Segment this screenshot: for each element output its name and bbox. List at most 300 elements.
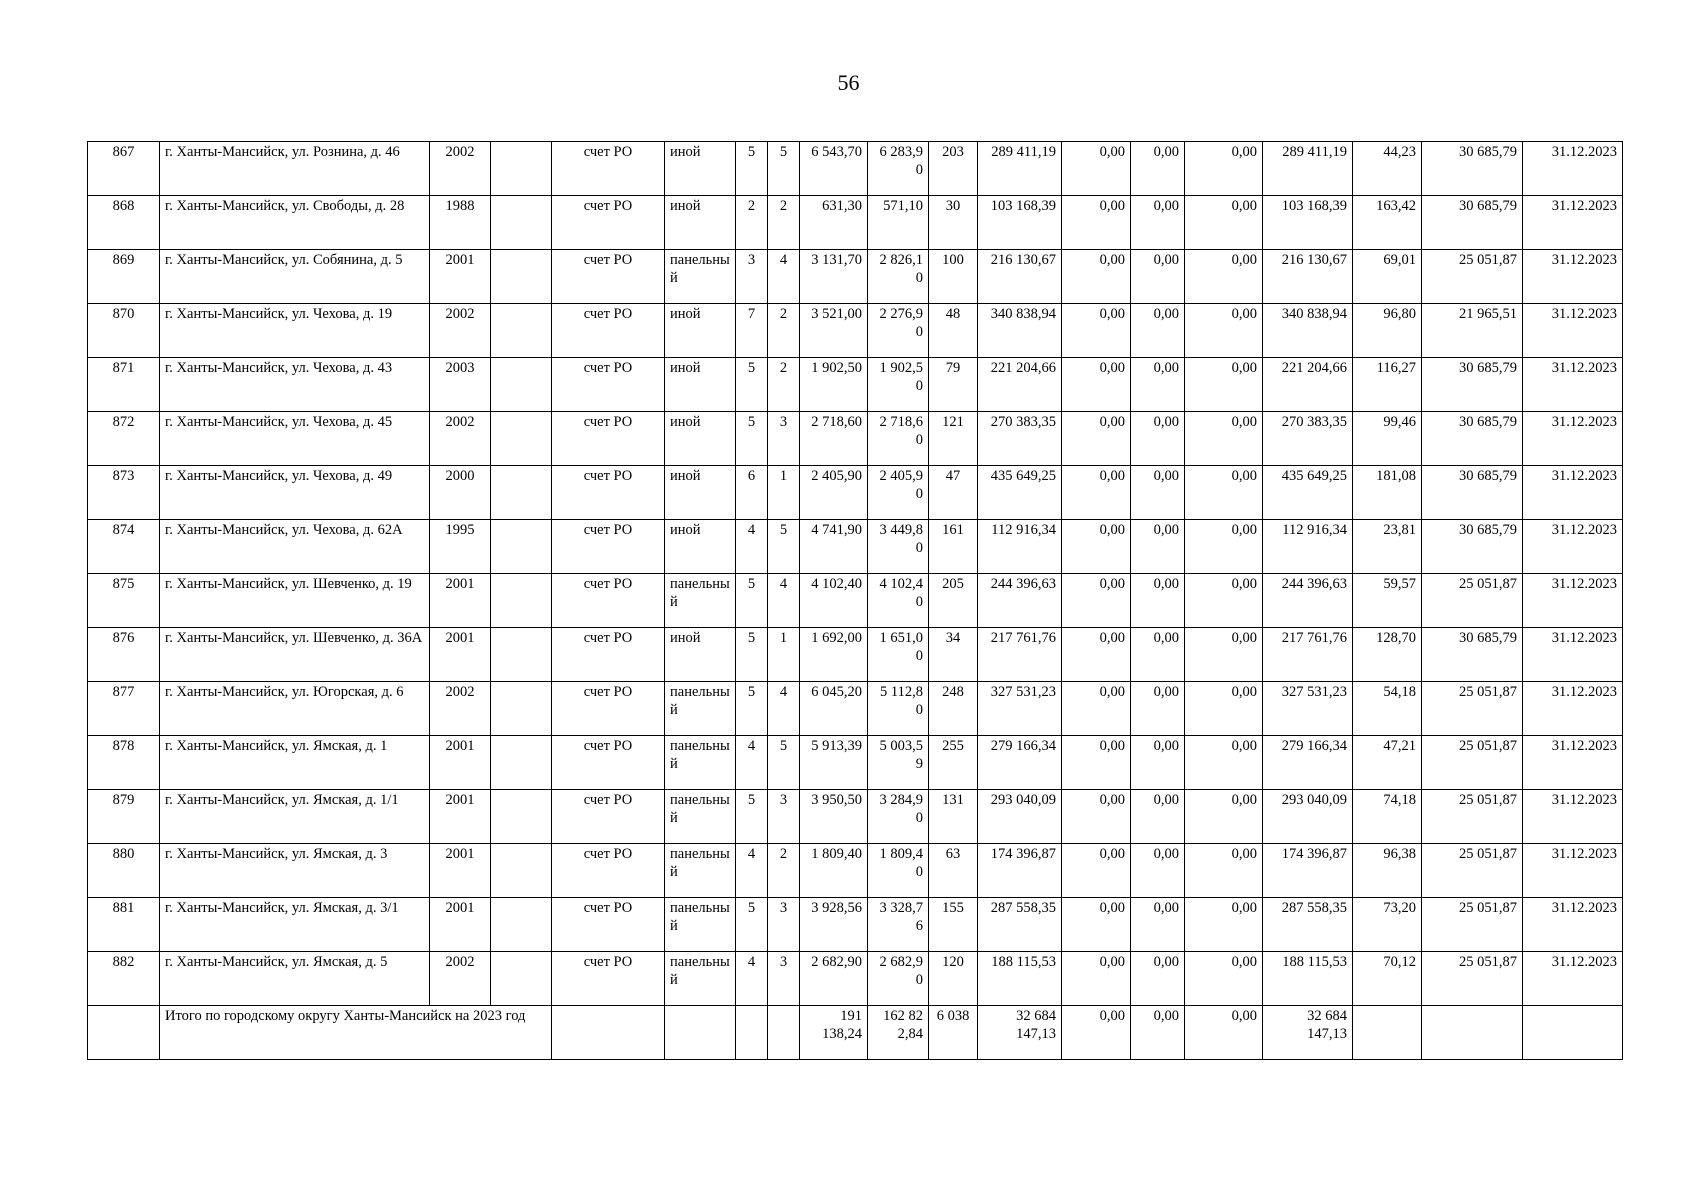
total-value-2: 0,00: [1131, 1006, 1185, 1060]
cell-value-1: 0,00: [1062, 736, 1131, 790]
page-number: 56: [837, 70, 860, 95]
cell-wall-material: иной: [665, 304, 736, 358]
cell-fund-method: счет РО: [552, 466, 665, 520]
total-cell-entrances: [768, 1006, 800, 1060]
cell-fund-method: счет РО: [552, 412, 665, 466]
cell-year: 2002: [430, 682, 491, 736]
cell-floors: 6: [736, 466, 768, 520]
cell-fund-method: счет РО: [552, 790, 665, 844]
cell-area-living: 1 902,50: [868, 358, 929, 412]
cell-cost-total: 174 396,87: [978, 844, 1062, 898]
cell-area-living: 5 003,59: [868, 736, 929, 790]
cell-floors: 4: [736, 736, 768, 790]
cell-empty: [491, 952, 552, 1006]
cell-deadline: 31.12.2023: [1523, 520, 1623, 574]
table-row: [88, 142, 1623, 196]
cell-cost-total: 287 558,35: [978, 898, 1062, 952]
cell-empty: [491, 304, 552, 358]
cell-empty: [491, 736, 552, 790]
cell-value-1: 0,00: [1062, 358, 1131, 412]
cell-floors: 5: [736, 682, 768, 736]
cell-area-total: 4 102,40: [800, 574, 868, 628]
cell-value-4: 293 040,09: [1263, 790, 1353, 844]
cell-entrances: 4: [768, 682, 800, 736]
cell-fund-method: счет РО: [552, 628, 665, 682]
cell-cost-total: 293 040,09: [978, 790, 1062, 844]
cell-value-1: 0,00: [1062, 682, 1131, 736]
cell-entrances: 1: [768, 628, 800, 682]
cell-value-1: 0,00: [1062, 952, 1131, 1006]
cell-number: 875: [88, 574, 160, 628]
cell-area-living: 1 651,00: [868, 628, 929, 682]
cell-wall-material: панельный: [665, 250, 736, 304]
cell-residents: 203: [929, 142, 978, 196]
total-label: Итого по городскому округу Ханты-Мансийск на 2023 год: [160, 1006, 552, 1060]
cell-value-4: 435 649,25: [1263, 466, 1353, 520]
cell-number: 879: [88, 790, 160, 844]
cell-entrances: 5: [768, 520, 800, 574]
cell-floors: 5: [736, 574, 768, 628]
table-row: [88, 520, 1623, 574]
cell-area-living: 3 284,90: [868, 790, 929, 844]
table-row: [88, 628, 1623, 682]
cell-value-3: 0,00: [1185, 250, 1263, 304]
cell-value-2: 0,00: [1131, 142, 1185, 196]
cell-wall-material: иной: [665, 142, 736, 196]
cell-cost-limit: 21 965,51: [1422, 304, 1523, 358]
cell-floors: 5: [736, 790, 768, 844]
cell-entrances: 2: [768, 196, 800, 250]
cell-value-4: 244 396,63: [1263, 574, 1353, 628]
cell-cost-per-m2: 96,80: [1353, 304, 1422, 358]
cell-empty: [491, 520, 552, 574]
cell-value-1: 0,00: [1062, 790, 1131, 844]
cell-value-2: 0,00: [1131, 466, 1185, 520]
cell-fund-method: счет РО: [552, 304, 665, 358]
cell-value-2: 0,00: [1131, 250, 1185, 304]
cell-empty: [491, 358, 552, 412]
cell-cost-total: 188 115,53: [978, 952, 1062, 1006]
cell-entrances: 3: [768, 952, 800, 1006]
cell-empty: [491, 250, 552, 304]
cell-cost-limit: 25 051,87: [1422, 952, 1523, 1006]
cell-area-total: 2 718,60: [800, 412, 868, 466]
cell-cost-total: 435 649,25: [978, 466, 1062, 520]
cell-address: г. Ханты-Мансийск, ул. Свободы, д. 28: [160, 196, 430, 250]
cell-cost-limit: 25 051,87: [1422, 574, 1523, 628]
cell-value-3: 0,00: [1185, 520, 1263, 574]
cell-value-1: 0,00: [1062, 574, 1131, 628]
cell-area-total: 3 950,50: [800, 790, 868, 844]
cell-floors: 2: [736, 196, 768, 250]
cell-cost-limit: 30 685,79: [1422, 358, 1523, 412]
cell-residents: 120: [929, 952, 978, 1006]
cell-cost-per-m2: 73,20: [1353, 898, 1422, 952]
cell-number: 871: [88, 358, 160, 412]
cell-year: 2001: [430, 574, 491, 628]
cell-value-3: 0,00: [1185, 844, 1263, 898]
cell-residents: 248: [929, 682, 978, 736]
cell-empty: [491, 466, 552, 520]
cell-cost-total: 270 383,35: [978, 412, 1062, 466]
cell-year: 1995: [430, 520, 491, 574]
cell-cost-per-m2: 116,27: [1353, 358, 1422, 412]
cell-cost-per-m2: 44,23: [1353, 142, 1422, 196]
cell-wall-material: панельный: [665, 682, 736, 736]
cell-residents: 48: [929, 304, 978, 358]
cell-value-4: 217 761,76: [1263, 628, 1353, 682]
cell-fund-method: счет РО: [552, 520, 665, 574]
cell-deadline: 31.12.2023: [1523, 358, 1623, 412]
cell-cost-per-m2: 128,70: [1353, 628, 1422, 682]
cell-area-living: 4 102,40: [868, 574, 929, 628]
cell-year: 2001: [430, 628, 491, 682]
cell-value-2: 0,00: [1131, 304, 1185, 358]
cell-area-total: 1 692,00: [800, 628, 868, 682]
cell-cost-limit: 25 051,87: [1422, 844, 1523, 898]
cell-area-total: 6 045,20: [800, 682, 868, 736]
cell-cost-limit: 25 051,87: [1422, 790, 1523, 844]
cell-area-living: 3 449,80: [868, 520, 929, 574]
cell-floors: 3: [736, 250, 768, 304]
total-cost-total: 32 684 147,13: [978, 1006, 1062, 1060]
table-row: [88, 898, 1623, 952]
table-row: [88, 844, 1623, 898]
cell-deadline: 31.12.2023: [1523, 790, 1623, 844]
cell-year: 2001: [430, 898, 491, 952]
cell-wall-material: иной: [665, 196, 736, 250]
table-row: [88, 196, 1623, 250]
cell-cost-limit: 25 051,87: [1422, 250, 1523, 304]
cell-value-1: 0,00: [1062, 250, 1131, 304]
cell-cost-per-m2: 23,81: [1353, 520, 1422, 574]
table-row: [88, 412, 1623, 466]
total-value-3: 0,00: [1185, 1006, 1263, 1060]
cell-value-1: 0,00: [1062, 844, 1131, 898]
cell-empty: [491, 412, 552, 466]
cell-area-living: 3 328,76: [868, 898, 929, 952]
cell-address: г. Ханты-Мансийск, ул. Чехова, д. 62А: [160, 520, 430, 574]
cell-floors: 7: [736, 304, 768, 358]
cell-fund-method: счет РО: [552, 736, 665, 790]
cell-area-total: 6 543,70: [800, 142, 868, 196]
cell-address: г. Ханты-Мансийск, ул. Чехова, д. 19: [160, 304, 430, 358]
cell-deadline: 31.12.2023: [1523, 142, 1623, 196]
cell-residents: 205: [929, 574, 978, 628]
cell-cost-per-m2: 74,18: [1353, 790, 1422, 844]
cell-cost-total: 289 411,19: [978, 142, 1062, 196]
cell-value-2: 0,00: [1131, 628, 1185, 682]
cell-value-2: 0,00: [1131, 736, 1185, 790]
cell-value-2: 0,00: [1131, 898, 1185, 952]
cell-deadline: 31.12.2023: [1523, 628, 1623, 682]
cell-year: 2002: [430, 304, 491, 358]
cell-wall-material: панельный: [665, 736, 736, 790]
cell-cost-total: 112 916,34: [978, 520, 1062, 574]
cell-value-1: 0,00: [1062, 196, 1131, 250]
cell-entrances: 1: [768, 466, 800, 520]
cell-cost-per-m2: 69,01: [1353, 250, 1422, 304]
cell-address: г. Ханты-Мансийск, ул. Чехова, д. 49: [160, 466, 430, 520]
cell-fund-method: счет РО: [552, 898, 665, 952]
cell-entrances: 4: [768, 250, 800, 304]
cell-deadline: 31.12.2023: [1523, 952, 1623, 1006]
cell-empty: [491, 898, 552, 952]
cell-value-2: 0,00: [1131, 196, 1185, 250]
cell-residents: 63: [929, 844, 978, 898]
cell-value-4: 327 531,23: [1263, 682, 1353, 736]
cell-empty: [491, 574, 552, 628]
cell-value-2: 0,00: [1131, 574, 1185, 628]
cell-entrances: 2: [768, 844, 800, 898]
cell-number: 882: [88, 952, 160, 1006]
cell-wall-material: иной: [665, 358, 736, 412]
cell-area-total: 3 131,70: [800, 250, 868, 304]
total-cell-fund: [552, 1006, 665, 1060]
cell-wall-material: панельный: [665, 844, 736, 898]
cell-address: г. Ханты-Мансийск, ул. Ямская, д. 3/1: [160, 898, 430, 952]
cell-floors: 4: [736, 844, 768, 898]
cell-value-1: 0,00: [1062, 898, 1131, 952]
cell-wall-material: иной: [665, 520, 736, 574]
cell-year: 2000: [430, 466, 491, 520]
table-row: [88, 790, 1623, 844]
cell-number: 880: [88, 844, 160, 898]
cell-cost-limit: 30 685,79: [1422, 412, 1523, 466]
cell-value-3: 0,00: [1185, 142, 1263, 196]
cell-area-total: 631,30: [800, 196, 868, 250]
cell-area-living: 5 112,80: [868, 682, 929, 736]
cell-area-total: 3 521,00: [800, 304, 868, 358]
cell-number: 872: [88, 412, 160, 466]
cell-value-2: 0,00: [1131, 952, 1185, 1006]
table-body: [88, 142, 1623, 1060]
cell-fund-method: счет РО: [552, 574, 665, 628]
cell-cost-per-m2: 99,46: [1353, 412, 1422, 466]
cell-area-living: 2 405,90: [868, 466, 929, 520]
cell-value-1: 0,00: [1062, 412, 1131, 466]
cell-entrances: 2: [768, 304, 800, 358]
cell-wall-material: панельный: [665, 898, 736, 952]
cell-area-total: 1 809,40: [800, 844, 868, 898]
cell-year: 2001: [430, 844, 491, 898]
cell-value-4: 112 916,34: [1263, 520, 1353, 574]
cell-value-4: 270 383,35: [1263, 412, 1353, 466]
cell-address: г. Ханты-Мансийск, ул. Чехова, д. 45: [160, 412, 430, 466]
cell-entrances: 2: [768, 358, 800, 412]
cell-address: г. Ханты-Мансийск, ул. Шевченко, д. 19: [160, 574, 430, 628]
cell-residents: 79: [929, 358, 978, 412]
cell-residents: 100: [929, 250, 978, 304]
cell-entrances: 3: [768, 412, 800, 466]
cell-cost-per-m2: 96,38: [1353, 844, 1422, 898]
total-area-total: 191 138,24: [800, 1006, 868, 1060]
houses-table: [87, 141, 1623, 1060]
cell-value-2: 0,00: [1131, 358, 1185, 412]
total-value-4: 32 684 147,13: [1263, 1006, 1353, 1060]
cell-cost-total: 244 396,63: [978, 574, 1062, 628]
cell-cost-total: 279 166,34: [978, 736, 1062, 790]
cell-address: г. Ханты-Мансийск, ул. Ямская, д. 5: [160, 952, 430, 1006]
cell-cost-limit: 25 051,87: [1422, 682, 1523, 736]
cell-value-3: 0,00: [1185, 196, 1263, 250]
cell-year: 2001: [430, 250, 491, 304]
cell-area-total: 5 913,39: [800, 736, 868, 790]
table-row: [88, 250, 1623, 304]
cell-value-3: 0,00: [1185, 358, 1263, 412]
cell-number: 874: [88, 520, 160, 574]
cell-wall-material: панельный: [665, 574, 736, 628]
cell-value-2: 0,00: [1131, 412, 1185, 466]
cell-address: г. Ханты-Мансийск, ул. Рознина, д. 46: [160, 142, 430, 196]
cell-fund-method: счет РО: [552, 358, 665, 412]
cell-fund-method: счет РО: [552, 142, 665, 196]
cell-cost-total: 221 204,66: [978, 358, 1062, 412]
cell-area-living: 2 682,90: [868, 952, 929, 1006]
cell-value-1: 0,00: [1062, 304, 1131, 358]
cell-area-living: 6 283,90: [868, 142, 929, 196]
cell-value-4: 188 115,53: [1263, 952, 1353, 1006]
cell-area-living: 2 276,90: [868, 304, 929, 358]
total-cost-per-m2: [1353, 1006, 1422, 1060]
cell-fund-method: счет РО: [552, 952, 665, 1006]
total-deadline: [1523, 1006, 1623, 1060]
cell-number: 873: [88, 466, 160, 520]
total-cell-floors: [736, 1006, 768, 1060]
cell-value-1: 0,00: [1062, 142, 1131, 196]
cell-empty: [491, 844, 552, 898]
cell-deadline: 31.12.2023: [1523, 574, 1623, 628]
cell-year: 2002: [430, 952, 491, 1006]
cell-address: г. Ханты-Мансийск, ул. Собянина, д. 5: [160, 250, 430, 304]
cell-cost-limit: 30 685,79: [1422, 196, 1523, 250]
table-row: [88, 304, 1623, 358]
cell-address: г. Ханты-Мансийск, ул. Ямская, д. 3: [160, 844, 430, 898]
table-row: [88, 574, 1623, 628]
cell-value-4: 103 168,39: [1263, 196, 1353, 250]
total-area-living: 162 822,84: [868, 1006, 929, 1060]
cell-entrances: 3: [768, 790, 800, 844]
cell-cost-total: 216 130,67: [978, 250, 1062, 304]
cell-value-4: 279 166,34: [1263, 736, 1353, 790]
cell-deadline: 31.12.2023: [1523, 466, 1623, 520]
cell-deadline: 31.12.2023: [1523, 250, 1623, 304]
table-row: [88, 466, 1623, 520]
cell-residents: 34: [929, 628, 978, 682]
cell-entrances: 5: [768, 736, 800, 790]
cell-area-living: 1 809,40: [868, 844, 929, 898]
cell-residents: 161: [929, 520, 978, 574]
cell-value-3: 0,00: [1185, 898, 1263, 952]
cell-residents: 47: [929, 466, 978, 520]
cell-value-4: 340 838,94: [1263, 304, 1353, 358]
cell-wall-material: панельный: [665, 790, 736, 844]
cell-cost-per-m2: 163,42: [1353, 196, 1422, 250]
cell-cost-limit: 25 051,87: [1422, 736, 1523, 790]
cell-deadline: 31.12.2023: [1523, 304, 1623, 358]
cell-entrances: 4: [768, 574, 800, 628]
cell-value-4: 287 558,35: [1263, 898, 1353, 952]
cell-floors: 5: [736, 358, 768, 412]
cell-value-2: 0,00: [1131, 682, 1185, 736]
cell-area-total: 2 405,90: [800, 466, 868, 520]
cell-cost-total: 340 838,94: [978, 304, 1062, 358]
cell-cost-total: 327 531,23: [978, 682, 1062, 736]
cell-value-1: 0,00: [1062, 466, 1131, 520]
cell-fund-method: счет РО: [552, 196, 665, 250]
cell-area-living: 571,10: [868, 196, 929, 250]
cell-cost-limit: 30 685,79: [1422, 628, 1523, 682]
cell-entrances: 3: [768, 898, 800, 952]
cell-address: г. Ханты-Мансийск, ул. Шевченко, д. 36А: [160, 628, 430, 682]
cell-cost-total: 217 761,76: [978, 628, 1062, 682]
cell-value-4: 221 204,66: [1263, 358, 1353, 412]
cell-address: г. Ханты-Мансийск, ул. Ямская, д. 1/1: [160, 790, 430, 844]
cell-wall-material: иной: [665, 466, 736, 520]
cell-cost-limit: 30 685,79: [1422, 466, 1523, 520]
cell-number: 867: [88, 142, 160, 196]
cell-deadline: 31.12.2023: [1523, 196, 1623, 250]
cell-wall-material: иной: [665, 412, 736, 466]
total-cell-wall: [665, 1006, 736, 1060]
cell-floors: 5: [736, 898, 768, 952]
cell-floors: 5: [736, 628, 768, 682]
cell-residents: 155: [929, 898, 978, 952]
cell-fund-method: счет РО: [552, 250, 665, 304]
cell-value-3: 0,00: [1185, 736, 1263, 790]
cell-year: 2003: [430, 358, 491, 412]
cell-address: г. Ханты-Мансийск, ул. Ямская, д. 1: [160, 736, 430, 790]
cell-floors: 5: [736, 412, 768, 466]
cell-value-2: 0,00: [1131, 790, 1185, 844]
cell-value-3: 0,00: [1185, 574, 1263, 628]
cell-floors: 4: [736, 520, 768, 574]
cell-area-living: 2 826,10: [868, 250, 929, 304]
cell-value-4: 174 396,87: [1263, 844, 1353, 898]
cell-value-3: 0,00: [1185, 682, 1263, 736]
cell-cost-limit: 30 685,79: [1422, 520, 1523, 574]
table-row: [88, 952, 1623, 1006]
cell-floors: 5: [736, 142, 768, 196]
table-row: [88, 358, 1623, 412]
cell-area-total: 2 682,90: [800, 952, 868, 1006]
cell-empty: [491, 682, 552, 736]
cell-area-total: 4 741,90: [800, 520, 868, 574]
cell-wall-material: иной: [665, 628, 736, 682]
cell-cost-limit: 25 051,87: [1422, 898, 1523, 952]
cell-area-total: 3 928,56: [800, 898, 868, 952]
cell-value-2: 0,00: [1131, 520, 1185, 574]
cell-cost-per-m2: 47,21: [1353, 736, 1422, 790]
cell-year: 1988: [430, 196, 491, 250]
cell-number: 878: [88, 736, 160, 790]
cell-number: 869: [88, 250, 160, 304]
table-row: [88, 682, 1623, 736]
cell-value-1: 0,00: [1062, 628, 1131, 682]
cell-number: 877: [88, 682, 160, 736]
cell-fund-method: счет РО: [552, 844, 665, 898]
cell-value-3: 0,00: [1185, 466, 1263, 520]
cell-value-1: 0,00: [1062, 520, 1131, 574]
cell-residents: 30: [929, 196, 978, 250]
cell-entrances: 5: [768, 142, 800, 196]
total-row: [88, 1006, 1623, 1060]
total-value-1: 0,00: [1062, 1006, 1131, 1060]
cell-cost-per-m2: 181,08: [1353, 466, 1422, 520]
cell-year: 2001: [430, 736, 491, 790]
cell-area-total: 1 902,50: [800, 358, 868, 412]
cell-residents: 131: [929, 790, 978, 844]
